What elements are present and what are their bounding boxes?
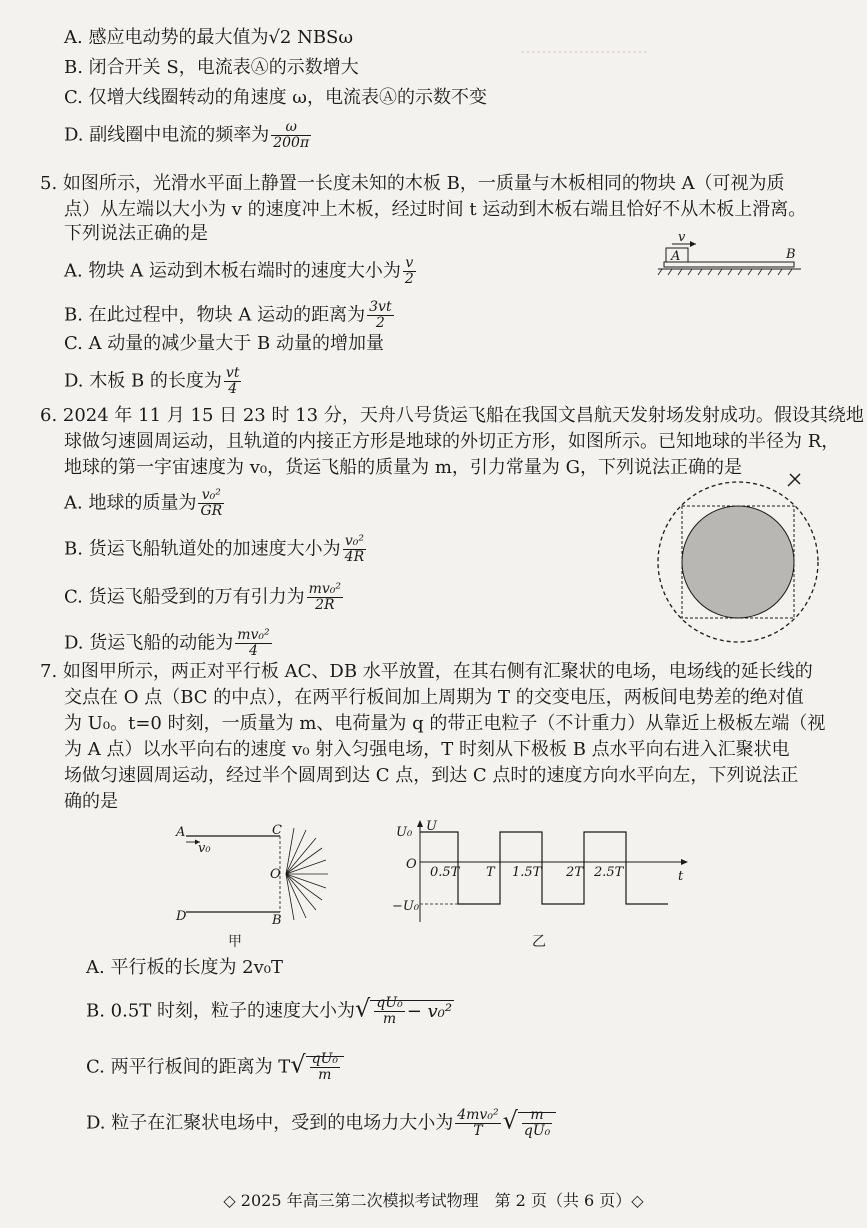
q4-option-a: A. 感应电动势的最大值为√2 NBSω <box>64 27 354 48</box>
q5-stem-line2: 点）从左端以大小为 v 的速度冲上木板，经过时间 t 运动到木板右端且恰好不从木板上滑离。 <box>64 199 807 220</box>
figure-yi-caption: 乙 <box>532 934 546 950</box>
q6-option-b: B. 货运飞船轨道处的加速度大小为 $\frac{\text{v₀²}}{4R}$ <box>64 533 365 565</box>
fig-label-b: B <box>786 247 796 262</box>
label-c: C <box>272 823 282 838</box>
q7-figure-jia <box>168 820 368 960</box>
bleed-through-text: …………………… <box>520 38 648 57</box>
q7-stem-line6: 确的是 <box>64 791 118 812</box>
q7-option-c: C. 两平行板间的距离为 T√ $\frac{\text{qU₀}}{m}$ <box>86 1052 344 1083</box>
label-t: t <box>678 869 684 884</box>
q5-option-b: B. 在此过程中，物块 A 运动的距离为 $\frac{3vt}{2}$ <box>64 299 392 331</box>
earth-disc <box>682 506 794 618</box>
fig-label-a: A <box>671 249 681 264</box>
label-a: A <box>176 825 186 840</box>
tick-2t: 2T <box>566 865 583 880</box>
label-u: U <box>426 819 437 834</box>
label-u0: U₀ <box>396 825 413 840</box>
q7-stem-line5: 场做匀速圆周运动，经过半个圆周到达 C 点，到达 C 点时的速度方向水平向左，下列说法正 <box>64 765 799 786</box>
ground-hatching <box>658 269 792 275</box>
u-axis-arrow <box>417 820 423 827</box>
q6-orbit-figure <box>650 470 830 650</box>
fig-label-v: v <box>678 232 686 245</box>
q7-stem-line1: 7. 如图甲所示，两正对平行板 AC、DB 水平放置，在其右侧有汇聚状的电场，电场线的延长线的 <box>40 661 813 682</box>
q7-stem-line4: 为 A 点）以水平向右的速度 v₀ 射入匀强电场，T 时刻从下极板 B 点水平向右进入汇聚状电 <box>64 739 790 760</box>
label-v0: v₀ <box>198 841 211 856</box>
tick-2-5t: 2.5T <box>594 865 624 880</box>
figure-jia-caption: 甲 <box>228 934 242 950</box>
board-b <box>664 262 794 267</box>
q5-option-c: C. A 动量的减少量大于 B 动量的增加量 <box>64 333 384 354</box>
q7-option-b: B. 0.5T 时刻，粒子的速度大小为√ $\frac{\text{qU₀}}{m}$ − v₀² <box>86 994 453 1027</box>
spacecraft-icon <box>788 474 800 486</box>
converging-field-lines <box>286 828 328 920</box>
q7-option-d: D. 粒子在汇聚状电场中，受到的电场力大小为 $\frac{\text{4mv₀²}}{T}$ √ $\frac{m}{\text{qU₀}}$ <box>86 1108 556 1139</box>
q7-stem-line3: 为 U₀。t=0 时刻，一质量为 m、电荷量为 q 的带正电粒子（不计重力）从靠近上极板左端（视 <box>64 713 826 734</box>
q5-block-board-figure <box>656 232 806 276</box>
label-origin: O <box>406 857 417 872</box>
label-neg-u0: −U₀ <box>392 899 420 914</box>
label-o: O <box>270 867 281 882</box>
q5-stem-line3: 下列说法正确的是 <box>64 223 208 244</box>
tick-1-5t: 1.5T <box>512 865 542 880</box>
tick-t: T <box>486 865 495 880</box>
q5-option-a: A. 物块 A 运动到木板右端时的速度大小为 $\frac{v}{2}$ <box>64 255 414 287</box>
q7-figure-yi-voltage-graph <box>380 818 700 928</box>
label-d: D <box>176 909 187 924</box>
q7-option-a: A. 平行板的长度为 2v₀T <box>86 957 284 978</box>
q5-stem-line1: 5. 如图所示，光滑水平面上静置一长度未知的木板 B，一质量与木板相同的物块 A（可视为质 <box>40 173 785 194</box>
q6-option-d: D. 货运飞船的动能为 $\frac{\text{mv₀²}}{4}$ <box>64 627 270 659</box>
q4-option-d: D. 副线圈中电流的频率为 $\frac{\omega}{200\pi}$ <box>64 119 310 151</box>
page-footer: ◇ 2025 年高三第二次模拟考试物理 第 2 页（共 6 页）◇ <box>223 1191 644 1210</box>
q6-option-a: A. 地球的质量为 $\frac{\text{v₀²}}{GR}$ <box>64 487 223 519</box>
tick-0-5t: 0.5T <box>430 865 460 880</box>
q7-stem-line2: 交点在 O 点（BC 的中点），在两平行板间加上周期为 T 的交变电压，两板间电势差的绝对值 <box>64 687 804 708</box>
q5-option-d: D. 木板 B 的长度为 $\frac{vt}{4}$ <box>64 365 240 397</box>
q6-stem-line2: 球做匀速圆周运动，且轨道的内接正方形是地球的外切正方形，如图所示。已知地球的半径为 R， <box>64 431 840 452</box>
q6-option-c: C. 货运飞船受到的万有引力为 $\frac{\text{mv₀²}}{2R}$ <box>64 581 341 613</box>
q4-option-c: C. 仅增大线圈转动的角速度 ω，电流表Ⓐ的示数不变 <box>64 87 487 108</box>
q6-stem-line1: 6. 2024 年 11 月 15 日 23 时 13 分，天舟八号货运飞船在我国文昌航天发射场发射成功。假设其绕地 <box>40 405 864 426</box>
t-axis-arrow <box>681 859 688 865</box>
velocity-arrow-head <box>690 241 696 247</box>
q6-stem-line3: 地球的第一宇宙速度为 v₀，货运飞船的质量为 m，引力常量为 G，下列说法正确的是 <box>64 457 742 478</box>
q4-option-b: B. 闭合开关 S，电流表Ⓐ的示数增大 <box>64 57 359 78</box>
label-b: B <box>272 913 282 928</box>
